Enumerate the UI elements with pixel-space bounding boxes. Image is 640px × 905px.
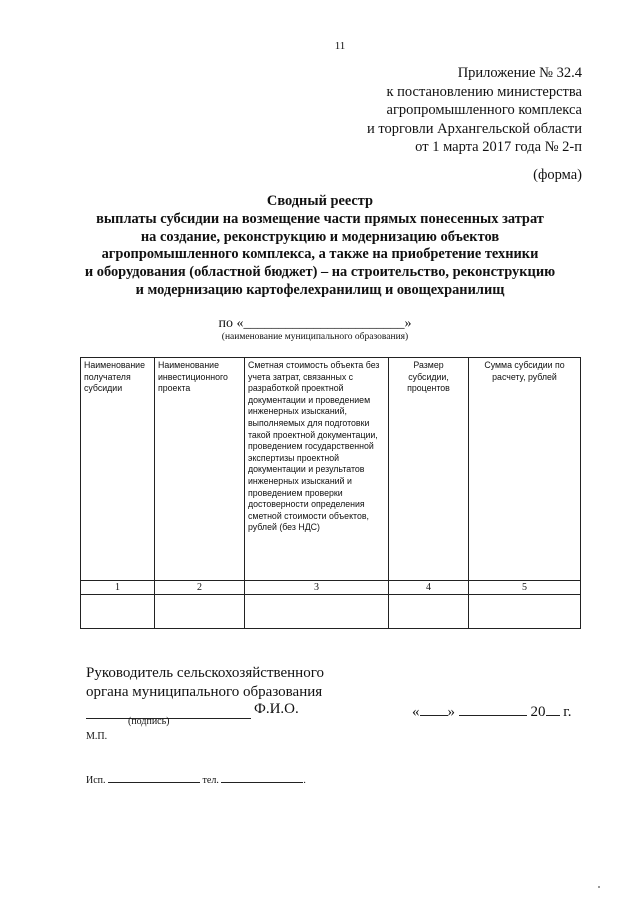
municipality-field: по «_______________________» [218, 316, 412, 331]
appendix-block [282, 64, 582, 157]
executor-blank[interactable] [108, 772, 200, 783]
year-blank[interactable] [546, 701, 560, 716]
appendix-line: к постановлению министерства [386, 83, 582, 100]
header-estimated-cost: Сметная стоимость объекта без учета затрат, связанных с разработкой проектной документации и проведением инженерных изысканий, выполняемых для подготовки такой проектной документации, проведением государственной экспертизы проектной документации и результатов инженерных изысканий и проведением проверки достоверности определения сметной стоимости объектов, рублей (без НДС) [245, 358, 389, 581]
signatory-line: Руководитель сельскохозяйственного [86, 665, 324, 681]
date-close-quote: » [447, 704, 455, 720]
title-line: агропромышленного комплекса, а также на приобретение техники [101, 246, 539, 263]
table-cell[interactable] [81, 595, 155, 629]
header-subsidy-rate: Размер субсидии, процентов [389, 358, 469, 581]
signature-caption: (подпись) [128, 716, 170, 727]
column-number: 3 [245, 581, 389, 595]
title-line: выплаты субсидии на возмещение части прямых понесенных затрат [96, 210, 544, 227]
year-prefix: 20 [530, 704, 546, 720]
year-suffix: г. [563, 704, 572, 720]
appendix-line: от 1 марта 2017 года № 2-п [415, 139, 582, 156]
column-number: 2 [155, 581, 245, 595]
footer-end: . [303, 775, 306, 786]
table-number-row [81, 581, 581, 595]
header-project: Наименование инвестиционного проекта [155, 358, 245, 581]
column-number: 4 [389, 581, 469, 595]
table-row [81, 595, 581, 629]
appendix-line: Приложение № 32.4 [457, 65, 582, 81]
title-line: Сводный реестр [266, 193, 374, 209]
title-line: на создание, реконструкцию и модернизацию объектов [140, 228, 500, 245]
date-field [412, 701, 571, 721]
scan-speck [598, 886, 600, 888]
executor-label: Исп. [86, 775, 106, 786]
signatory-block [86, 664, 324, 702]
header-subsidy-sum: Сумма субсидии по расчету, рублей [469, 358, 581, 581]
day-blank[interactable] [420, 701, 448, 716]
footer-contacts [86, 772, 306, 786]
title-line: и оборудования (областной бюджет) – на строительство, реконструкцию [84, 264, 556, 281]
page-number: 11 [334, 40, 346, 52]
signatory-line: органа муниципального образования [86, 684, 323, 700]
table-cell[interactable] [155, 595, 245, 629]
form-mark: (форма) [533, 167, 582, 183]
appendix-line: и торговли Архангельской области [366, 120, 582, 137]
table-cell[interactable] [245, 595, 389, 629]
stamp-place: М.П. [86, 731, 108, 742]
registry-table [80, 357, 581, 629]
date-open-quote: « [412, 704, 420, 720]
phone-label: тел. [202, 775, 219, 786]
column-number: 5 [469, 581, 581, 595]
column-number: 1 [81, 581, 155, 595]
appendix-line: агропромышленного комплекса [386, 102, 582, 119]
document-title [60, 193, 580, 300]
table-cell[interactable] [389, 595, 469, 629]
month-blank[interactable] [459, 701, 527, 716]
table-header-row [81, 358, 581, 581]
table-cell[interactable] [469, 595, 581, 629]
municipality-caption: (наименование муниципального образования) [221, 332, 409, 342]
fio-label: Ф.И.О. [254, 701, 299, 717]
title-line: и модернизацию картофелехранилищ и овощехранилищ [135, 281, 505, 298]
header-recipient: Наименование получателя субсидии [81, 358, 155, 581]
phone-blank[interactable] [221, 772, 303, 783]
